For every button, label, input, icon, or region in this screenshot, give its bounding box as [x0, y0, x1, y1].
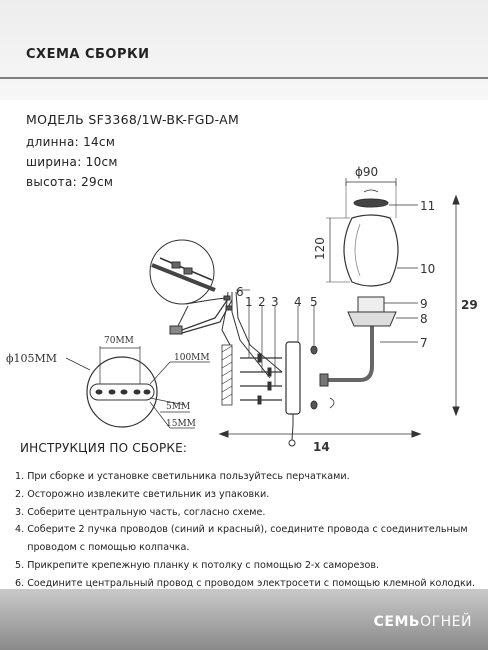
brand-bold: СЕМЬ — [373, 614, 421, 630]
glass-shade — [326, 178, 418, 286]
brand-logo — [374, 614, 472, 630]
dim-plate-diameter: ϕ105MM — [6, 352, 58, 365]
instruction-steps — [15, 468, 485, 593]
brand-light: ОГНЕЙ — [420, 614, 472, 630]
part-number-5: 5 — [310, 295, 318, 309]
wiring-detail — [150, 240, 232, 334]
dim-70mm: 70MM — [104, 336, 134, 346]
part-number-10: 10 — [420, 262, 436, 276]
instruction-step: 3. Соберите центральную часть, согласно схеме. — [15, 506, 266, 518]
instructions-title: ИНСТРУКЦИЯ ПО СБОРКЕ: — [20, 441, 188, 455]
instruction-step: 2. Осторожно извлеките светильник из упаковки. — [15, 488, 270, 500]
dim-total-width: 14 — [313, 440, 330, 454]
instruction-step: 5. Прикрепите крепежную планку к потолку с помощью 2-х саморезов. — [15, 559, 380, 571]
instruction-step: 1. При сборке и установке светильника пользуйтесь перчатками. — [15, 471, 350, 482]
dim-5mm: 5MM — [166, 402, 191, 412]
dim-total-height: 29 — [461, 298, 478, 312]
lamp-arm — [320, 297, 418, 386]
dim-100mm: 100MM — [174, 353, 210, 363]
length-spec: длинна: 14см — [26, 135, 116, 149]
part-number-9: 9 — [420, 297, 428, 311]
model-spec: МОДЕЛЬ SF3368/1W-BK-FGD-AM — [26, 112, 240, 127]
dim-shade-diameter: ϕ90 — [355, 165, 379, 179]
part-number-4: 4 — [294, 295, 302, 309]
dim-15mm: 15MM — [166, 419, 196, 429]
height-spec: высота: 29см — [26, 175, 114, 189]
part-number-8: 8 — [420, 312, 428, 326]
instruction-step: 4. Соберите 2 пучка проводов (синий и красный), соедините провода с соединительным — [15, 524, 468, 536]
part-number-1: 1 — [245, 295, 253, 309]
dim-shade-height: 120 — [313, 237, 327, 260]
part-number-6: 6 — [236, 285, 244, 299]
instruction-step: 6. Соедините центральный провод с проводом электросети с помощью клемной колодки. — [15, 577, 476, 589]
part-number-11: 11 — [420, 199, 436, 213]
instruction-step: проводом с помощью колпачка. — [15, 542, 190, 554]
part-number-2: 2 — [258, 295, 266, 309]
width-spec: ширина: 10см — [26, 155, 118, 169]
part-number-3: 3 — [271, 295, 279, 309]
part-number-7: 7 — [420, 336, 428, 350]
footer-band — [0, 589, 488, 650]
page-title: СХЕМА СБОРКИ — [26, 47, 150, 62]
